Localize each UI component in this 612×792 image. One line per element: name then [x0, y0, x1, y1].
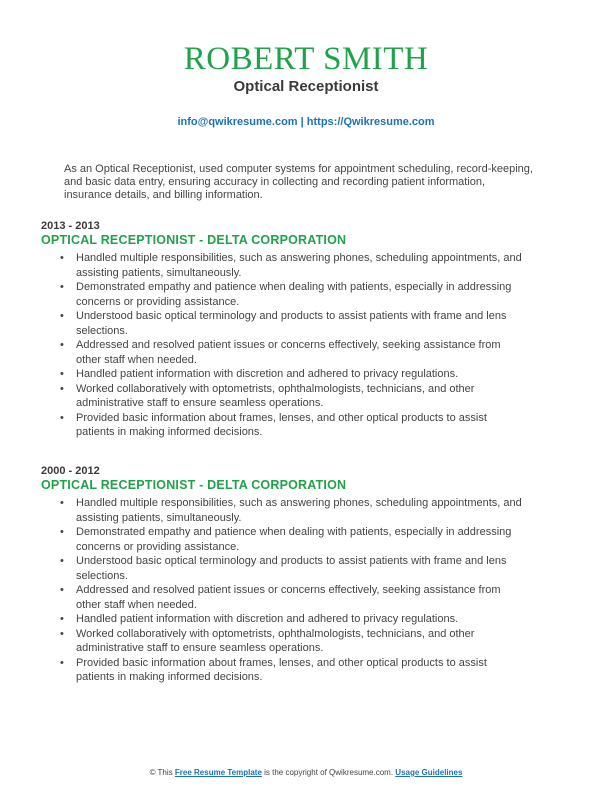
bullet-icon: •	[60, 382, 64, 395]
bullet-icon: •	[60, 627, 64, 640]
list-item: • Provided basic information about frames, lenses, and other optical products to assist patients in making informed decisions.	[60, 411, 487, 438]
bullet-icon: •	[60, 613, 64, 625]
list-item: • Demonstrated empathy and patience when dealing with patients, especially in addressing concerns or providing assistance.	[60, 281, 512, 308]
usage-guidelines-link[interactable]: Usage Guidelines	[395, 768, 463, 777]
job-dates: 2013 - 2013	[41, 220, 100, 232]
bullet-icon: •	[60, 411, 64, 424]
copyright-footer	[0, 768, 612, 777]
list-item: • Understood basic optical terminology and products to assist patients with frame and lens selections.	[60, 310, 507, 337]
bullet-icon: •	[60, 252, 64, 264]
summary-paragraph: As an Optical Receptionist, used computer systems for appointment scheduling, record-keeping, and basic data entry, ensuring accuracy in collecting and recording patient information, insurance details, and billing information.	[64, 163, 533, 201]
list-item: • Understood basic optical terminology and products to assist patients with frame and lens selections.	[60, 555, 507, 582]
bullet-icon: •	[60, 555, 64, 567]
list-item: • Demonstrated empathy and patience when dealing with patients, especially in addressing concerns or providing assistance.	[60, 526, 512, 553]
candidate-name: ROBERT SMITH	[183, 41, 429, 77]
bullet-icon: •	[60, 656, 64, 669]
candidate-title: Optical Receptionist	[233, 78, 379, 95]
job-bullets	[41, 251, 541, 440]
list-item: • Handled patient information with discretion and adhered to privacy regulations.	[60, 613, 459, 625]
bullet-icon: •	[60, 281, 64, 293]
list-item: • Handled multiple responsibilities, such as answering phones, scheduling appointments, and assisting patients, simultaneously.	[60, 252, 522, 279]
email-link[interactable]: info@qwikresume.com	[177, 116, 298, 128]
job-role: OPTICAL RECEPTIONIST - DELTA CORPORATION	[41, 478, 347, 492]
bullet-icon: •	[60, 339, 64, 351]
job-bullets	[41, 496, 541, 685]
list-item: • Worked collaboratively with optometrists, ophthalmologists, technicians, and other administrative staff to ensure seamless operations.	[60, 627, 475, 654]
bullet-icon: •	[60, 368, 64, 380]
experience-entry	[41, 464, 541, 685]
free-resume-template-link[interactable]: Free Resume Template	[174, 768, 262, 777]
list-item: • Addressed and resolved patient issues or concerns effectively, seeking assistance from other staff when needed.	[60, 584, 501, 611]
contact-line	[0, 115, 612, 129]
website-link[interactable]: https://Qwikresume.com	[306, 116, 435, 128]
list-item: • Provided basic information about frames, lenses, and other optical products to assist patients in making informed decisions.	[60, 656, 487, 683]
footer-prefix: © This	[149, 768, 173, 777]
bullet-icon: •	[60, 584, 64, 596]
resume-header	[0, 40, 612, 129]
contact-separator: |	[300, 116, 304, 128]
bullet-icon: •	[60, 497, 64, 509]
bullet-icon: •	[60, 526, 64, 538]
experience-entry	[41, 219, 541, 440]
footer-middle: is the copyright of Qwikresume.com.	[264, 768, 394, 777]
list-item: • Addressed and resolved patient issues or concerns effectively, seeking assistance from other staff when needed.	[60, 339, 501, 366]
job-dates: 2000 - 2012	[41, 465, 100, 477]
list-item: • Handled patient information with discretion and adhered to privacy regulations.	[60, 368, 459, 380]
job-role: OPTICAL RECEPTIONIST - DELTA CORPORATION	[41, 233, 347, 247]
bullet-icon: •	[60, 310, 64, 322]
list-item: • Worked collaboratively with optometrists, ophthalmologists, technicians, and other administrative staff to ensure seamless operations.	[60, 382, 475, 409]
list-item: • Handled multiple responsibilities, such as answering phones, scheduling appointments, and assisting patients, simultaneously.	[60, 497, 522, 524]
